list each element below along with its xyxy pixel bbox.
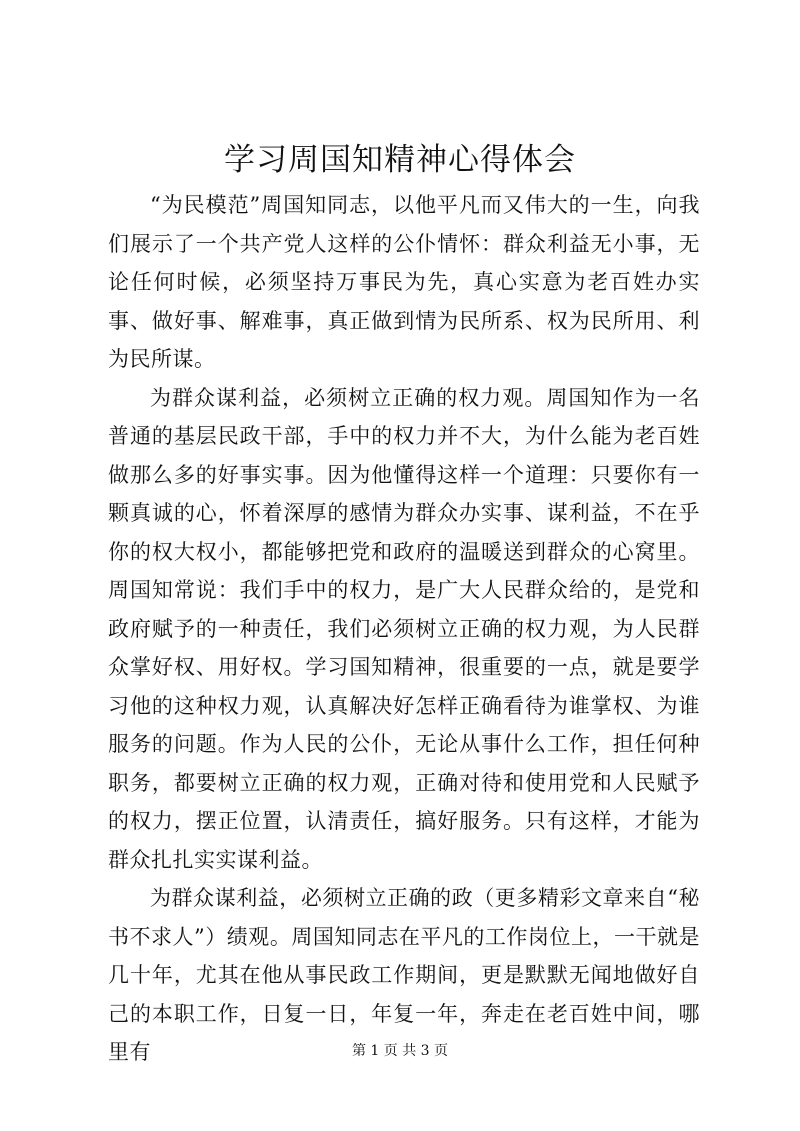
paragraph-1: “为民模范”周国知同志，以他平凡而又伟大的一生，向我们展示了一个共产党人这样的公仆情怀：群众利益无小事，无论任何时候，必须坚持万事民为先，真心实意为老百姓办实事、做好事、解难事，真正做到情为民所系、权为民所用、利为民所谋。: [108, 193, 700, 371]
page-number-footer: 第 1 页 共 3 页: [351, 1043, 449, 1059]
document-title: 学习周国知精神心得体会: [224, 142, 576, 178]
paragraph-2: 为群众谋利益，必须树立正确的权力观。周国知作为一名普通的基层民政干部，手中的权力并不大，为什么能为老百姓做那么多的好事实事。因为他懂得这样一个道理：只要你有一颗真诚的心，怀着深厚的感情为群众办实事、谋利益，不在乎你的权大权小，都能够把党和政府的温暖送到群众的心窝里。周国知常说：我们手中的权力，是广大人民群众给的，是党和政府赋予的一种责任，我们必须树立正确的权力观，为人民群众掌好权、用好权。学习国知精神，很重要的一点，就是要学习他的这种权力观，认真解决好怎样正确看待为谁掌权、为谁服务的问题。作为人民的公仆，无论从事什么工作，担任何种职务，都要树立正确的权力观，正确对待和使用党和人民赋予的权力，摆正位置，认清责任，搞好服务。只有这样，才能为群众扎扎实实谋利益。: [108, 385, 700, 872]
document-body: [108, 186, 700, 1072]
paragraph-3: 为群众谋利益，必须树立正确的政（更多精彩文章来自“秘书不求人”）绩观。周国知同志在平凡的工作岗位上，一干就是几十年，尤其在他从事民政工作期间，更是默默无闻地做好自己的本职工作，日复一日，年复一年，奔走在老百姓中间，哪里有: [108, 886, 700, 1064]
